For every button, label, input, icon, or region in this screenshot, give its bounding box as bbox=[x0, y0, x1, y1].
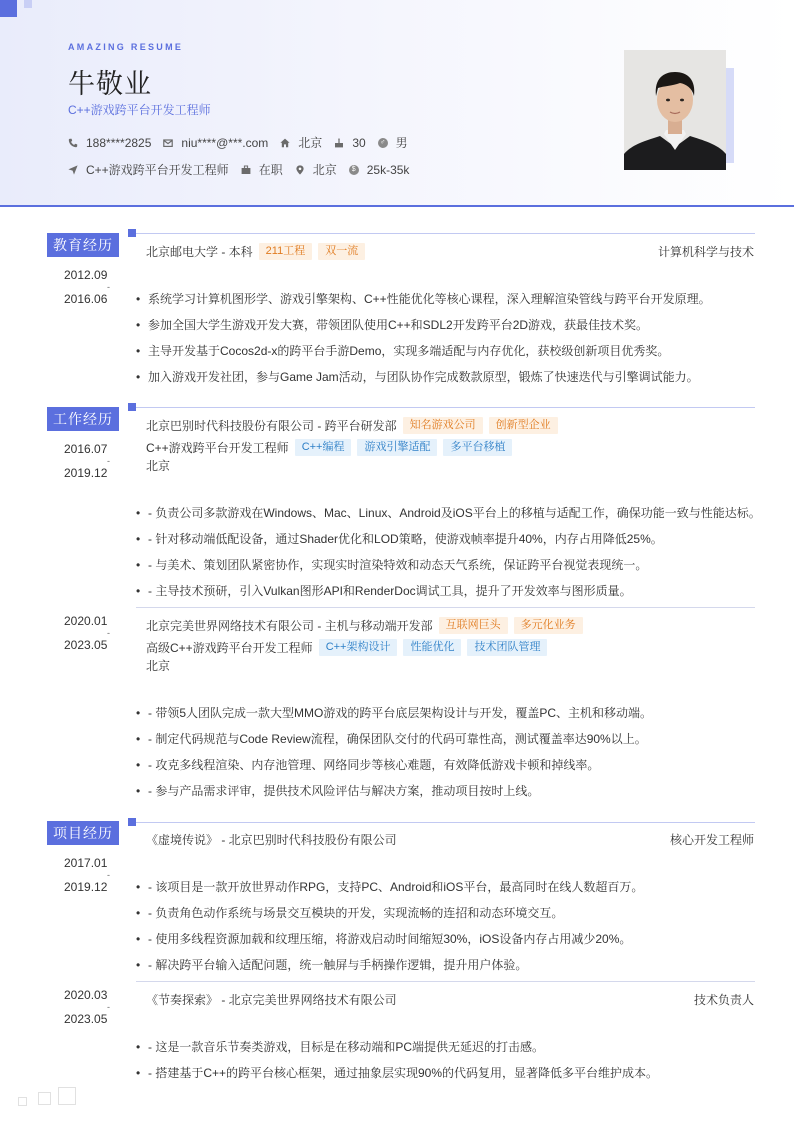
resume-header bbox=[0, 0, 794, 207]
company-tag: 创新型企业 bbox=[489, 417, 558, 434]
briefcase-icon bbox=[241, 165, 251, 175]
work-company-row bbox=[146, 616, 754, 634]
list-item: • - 带领5人团队完成一款大型MMO游戏的跨平台底层架构设计与开发，覆盖PC、主机和移动端。 bbox=[136, 700, 652, 726]
list-item: • - 使用多线程资源加载和纹理压缩，将游戏启动时间缩短30%，iOS设备内存占用减少20%。 bbox=[136, 926, 643, 952]
section-divider bbox=[136, 407, 755, 408]
entry-divider bbox=[136, 607, 755, 608]
contact-gender-text: 男 bbox=[395, 136, 408, 150]
skill-tag: 性能优化 bbox=[403, 639, 461, 656]
skill-tag: C++编程 bbox=[295, 439, 352, 456]
school-name: 北京邮电大学 - 本科 bbox=[146, 244, 253, 259]
list-item: • - 搭建基于C++的跨平台核心框架，通过抽象层实现90%的代码复用，显著降低多平台维护成本。 bbox=[136, 1060, 658, 1086]
location-pin-icon bbox=[295, 165, 305, 175]
education-start-date: 2012.09 bbox=[64, 268, 108, 282]
list-item: • - 针对移动端低配设备，通过Shader优化和LOD策略，使游戏帧率提升40%，内存占用降低25%。 bbox=[136, 526, 761, 552]
project-end-date: 2023.05 bbox=[64, 1012, 108, 1026]
list-item: • 系统学习计算机图形学、游戏引擎架构、C++性能优化等核心课程，深入理解渲染管线与跨平台开发原理。 bbox=[136, 286, 711, 312]
decor-square bbox=[38, 1092, 51, 1105]
skill-tag: 多平台移植 bbox=[443, 439, 512, 456]
contact-phone-text: 188****2825 bbox=[86, 135, 152, 150]
candidate-title: C++游戏跨平台开发工程师 bbox=[68, 103, 211, 117]
section-divider bbox=[136, 233, 755, 234]
intent-city bbox=[295, 161, 337, 178]
entry-divider bbox=[136, 981, 755, 982]
contact-gender bbox=[378, 134, 408, 151]
school-tag: 211工程 bbox=[259, 243, 313, 260]
gender-icon: ♂ bbox=[378, 138, 388, 148]
decor-square bbox=[24, 0, 32, 8]
work-end-date: 2023.05 bbox=[64, 638, 108, 652]
date-separator: - bbox=[107, 628, 110, 638]
phone-icon bbox=[68, 138, 78, 148]
list-item: • - 与美术、策划团队紧密协作，实现实时渲染特效和动态天气系统，保证跨平台视觉表现统一。 bbox=[136, 552, 761, 578]
cake-icon bbox=[334, 138, 344, 148]
list-item: • 主导开发基于Cocos2d-x的跨平台手游Demo，实现多端适配与内存优化，获校级创新项目优秀奖。 bbox=[136, 338, 711, 364]
company-tag: 知名游戏公司 bbox=[403, 417, 483, 434]
decor-square bbox=[58, 1087, 76, 1105]
company-name: 北京巴别时代科技股份有限公司 - 跨平台研发部 bbox=[146, 418, 397, 433]
position-name: 高级C++游戏跨平台开发工程师 bbox=[146, 640, 313, 655]
contact-home-text: 北京 bbox=[298, 136, 323, 150]
project-role: 核心开发工程师 bbox=[669, 832, 754, 847]
list-item: • - 负责角色动作系统与场景交互模块的开发，实现流畅的连招和动态环境交互。 bbox=[136, 900, 643, 926]
section-marker bbox=[128, 818, 136, 826]
work-company-row bbox=[146, 416, 754, 434]
list-item: • - 负责公司多款游戏在Windows、Mac、Linux、Android及iOS平台上的移植与适配工作，确保功能一致与性能达标。 bbox=[136, 500, 761, 526]
intent-city-text: 北京 bbox=[312, 163, 337, 177]
skill-tag: 游戏引擎适配 bbox=[357, 439, 437, 456]
work-position-row bbox=[146, 438, 754, 456]
date-separator: - bbox=[107, 456, 110, 466]
company-tag: 互联网巨头 bbox=[439, 617, 508, 634]
intent-position-text: C++游戏跨平台开发工程师 bbox=[86, 163, 229, 177]
project-role: 技术负责人 bbox=[693, 992, 754, 1007]
list-item: • - 制定代码规范与Code Review流程，确保团队交付的代码可靠性高，测试覆盖率达90%以上。 bbox=[136, 726, 652, 752]
send-icon bbox=[68, 165, 78, 175]
date-separator: - bbox=[107, 282, 110, 292]
section-title-education: 教育经历 bbox=[47, 233, 119, 257]
education-bullets bbox=[136, 286, 711, 390]
intent-salary bbox=[349, 163, 410, 177]
contact-age bbox=[334, 136, 365, 150]
intent-status-text: 在职 bbox=[258, 163, 283, 177]
candidate-name: 牛敬业 bbox=[68, 69, 152, 99]
intent-position bbox=[68, 161, 229, 178]
section-marker bbox=[128, 403, 136, 411]
contact-phone bbox=[68, 136, 151, 150]
school-tag: 双一流 bbox=[318, 243, 365, 260]
work-bullets bbox=[136, 700, 652, 804]
project-bullets bbox=[136, 1034, 658, 1086]
contact-age-text: 30 bbox=[352, 135, 366, 150]
resume-tagline: AMAZING RESUME bbox=[68, 42, 184, 52]
decor-square bbox=[18, 1097, 27, 1106]
avatar bbox=[624, 50, 726, 170]
project-heading bbox=[146, 990, 754, 1008]
project-name: 《节奏探索》 - 北京完美世界网络技术有限公司 bbox=[146, 992, 397, 1007]
work-start-date: 2020.01 bbox=[64, 614, 108, 628]
list-item: • - 攻克多线程渲染、内存池管理、网络同步等核心难题，有效降低游戏卡顿和掉线率。 bbox=[136, 752, 652, 778]
education-end-date: 2016.06 bbox=[64, 292, 108, 306]
intent-salary-text: 25k-35k bbox=[366, 162, 410, 177]
intent-status bbox=[241, 161, 283, 178]
section-divider bbox=[136, 822, 755, 823]
position-name: C++游戏跨平台开发工程师 bbox=[146, 440, 289, 455]
contact-home bbox=[280, 134, 322, 151]
project-heading bbox=[146, 830, 754, 848]
contact-email[interactable] bbox=[163, 136, 268, 150]
list-item: • 加入游戏开发社团，参与Game Jam活动，与团队协作完成数款原型，锻炼了快速迭代与引擎调试能力。 bbox=[136, 364, 711, 390]
work-city: 北京 bbox=[146, 659, 171, 673]
skill-tag: 技术团队管理 bbox=[467, 639, 547, 656]
work-position-row bbox=[146, 638, 754, 656]
work-start-date: 2016.07 bbox=[64, 442, 108, 456]
salary-icon: $ bbox=[349, 165, 359, 175]
section-title-work: 工作经历 bbox=[47, 407, 119, 431]
date-separator: - bbox=[107, 870, 110, 880]
list-item: • - 解决跨平台输入适配问题，统一触屏与手柄操作逻辑，提升用户体验。 bbox=[136, 952, 643, 978]
work-city: 北京 bbox=[146, 459, 171, 473]
contact-row bbox=[68, 134, 420, 151]
work-end-date: 2019.12 bbox=[64, 466, 108, 480]
intent-row bbox=[68, 161, 421, 178]
company-tag: 多元化业务 bbox=[514, 617, 583, 634]
home-icon bbox=[280, 138, 290, 148]
school-major: 计算机科学与技术 bbox=[657, 244, 754, 259]
section-title-projects: 项目经历 bbox=[47, 821, 119, 845]
project-name: 《虚境传说》 - 北京巴别时代科技股份有限公司 bbox=[146, 832, 397, 847]
date-separator: - bbox=[107, 1002, 110, 1012]
list-item: • 参加全国大学生游戏开发大赛，带领团队使用C++和SDL2开发跨平台2D游戏，获最佳技术奖。 bbox=[136, 312, 711, 338]
list-item: • - 主导技术预研，引入Vulkan图形API和RenderDoc调试工具，提升了开发效率与图形质量。 bbox=[136, 578, 761, 604]
skill-tag: C++架构设计 bbox=[319, 639, 398, 656]
section-marker bbox=[128, 229, 136, 237]
project-bullets bbox=[136, 874, 643, 978]
list-item: • - 这是一款音乐节奏类游戏，目标是在移动端和PC端提供无延迟的打击感。 bbox=[136, 1034, 658, 1060]
mail-icon bbox=[163, 138, 173, 148]
project-start-date: 2020.03 bbox=[64, 988, 108, 1002]
education-heading bbox=[146, 242, 754, 260]
list-item: • - 参与产品需求评审，提供技术风险评估与解决方案，推动项目按时上线。 bbox=[136, 778, 652, 804]
decor-square bbox=[0, 0, 17, 17]
company-name: 北京完美世界网络技术有限公司 - 主机与移动端开发部 bbox=[146, 618, 433, 633]
list-item: • - 该项目是一款开放世界动作RPG，支持PC、Android和iOS平台，最高同时在线人数超百万。 bbox=[136, 874, 643, 900]
project-end-date: 2019.12 bbox=[64, 880, 108, 894]
project-start-date: 2017.01 bbox=[64, 856, 108, 870]
work-bullets bbox=[136, 500, 761, 604]
contact-email-text: niu****@***.com bbox=[181, 135, 269, 150]
